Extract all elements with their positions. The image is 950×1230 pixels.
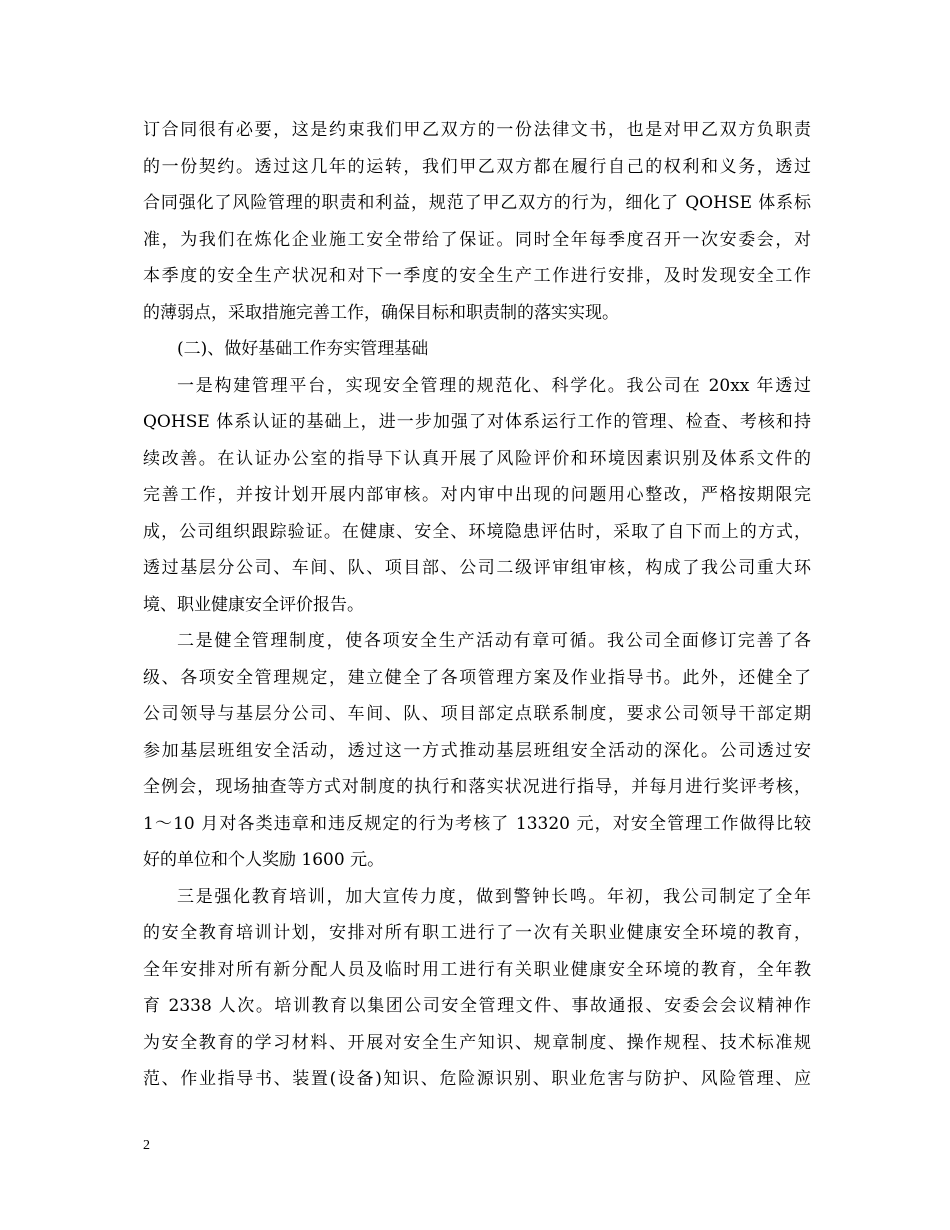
text-line: 参加基层班组安全活动，透过这一方式推动基层班组安全活动的深化。公司透过安 [143, 740, 811, 761]
paragraph [143, 331, 811, 368]
text-line: 1～10 月对各类违章和违反规定的行为考核了 13320 元，对安全管理工作做得比较 [143, 813, 811, 834]
text-line: 全年安排对所有新分配人员及临时用工进行有关职业健康安全环境的教育，全年教 [143, 959, 811, 980]
text-line: 完善工作，并按计划开展内部审核。对内审中出现的问题用心整改，严格按期限完 [143, 485, 811, 505]
text-line: 准，为我们在炼化企业施工安全带给了保证。同时全年每季度召开一次安委会，对 [143, 229, 811, 250]
paragraph [143, 368, 811, 624]
text-line: 全例会，现场抽查等方式对制度的执行和落实状况进行指导，并每月进行奖评考核， [143, 777, 811, 797]
text-line: 合同强化了风险管理的职责和利益，规范了甲乙双方的行为，细化了 QOHSE 体系标 [143, 193, 811, 213]
paragraph [143, 112, 811, 331]
text-line: 成，公司组织跟踪验证。在健康、安全、环境隐患评估时，采取了自下而上的方式， [143, 521, 811, 542]
paragraph [143, 879, 811, 1098]
text-line: 透过基层分公司、车间、队、项目部、公司二级评审组审核，构成了我公司重大环 [143, 558, 811, 578]
text-line: 级、各项安全管理规定，建立健全了各项管理方案及作业指导书。此外，还健全了 [143, 667, 811, 688]
text-line: 公司领导与基层分公司、车间、队、项目部定点联系制度，要求公司领导干部定期 [143, 704, 811, 724]
text-line: 的安全教育培训计划，安排对所有职工进行了一次有关职业健康安全环境的教育， [143, 923, 811, 943]
text-line: 为安全教育的学习材料、开展对安全生产知识、规章制度、操作规程、技术标准规 [143, 1032, 811, 1053]
text-line: QOHSE 体系认证的基础上，进一步加强了对体系运行工作的管理、检查、考核和持 [143, 412, 811, 432]
text-line: 续改善。在认证办公室的指导下认真开展了风险评价和环境因素识别及体系文件的 [143, 448, 811, 469]
text-line: 三是强化教育培训，加大宣传力度，做到警钟长鸣。年初，我公司制定了全年 [177, 886, 811, 907]
text-line: 境、职业健康安全评价报告。 [143, 594, 364, 615]
document-body [143, 112, 811, 1098]
text-line: 的薄弱点，采取措施完善工作，确保目标和职责制的落实实现。 [143, 302, 619, 323]
text-line: 范、作业指导书、装置(设备)知识、危险源识别、职业危害与防护、风险管理、应 [143, 1069, 811, 1089]
text-line: 好的单位和个人奖励 1600 元。 [143, 850, 385, 870]
text-line: 订合同很有必要，这是约束我们甲乙双方的一份法律文书，也是对甲乙双方负职责 [143, 120, 811, 140]
paragraph [143, 623, 811, 879]
text-line: 本季度的安全生产状况和对下一季度的安全生产工作进行安排，及时发现安全工作 [143, 266, 811, 286]
text-line: 育 2338 人次。培训教育以集团公司安全管理文件、事故通报、安委会会议精神作 [143, 996, 811, 1016]
text-line: 一是构建管理平台，实现安全管理的规范化、科学化。我公司在 20xx 年透过 [177, 375, 811, 396]
text-line: 的一份契约。透过这几年的运转，我们甲乙双方都在履行自己的权利和义务，透过 [143, 156, 811, 177]
text-line: 二是健全管理制度，使各项安全生产活动有章可循。我公司全面修订完善了各 [177, 631, 811, 651]
page-number: 2 [143, 1138, 150, 1153]
text-line: (二)、做好基础工作夯实管理基础 [177, 339, 429, 359]
